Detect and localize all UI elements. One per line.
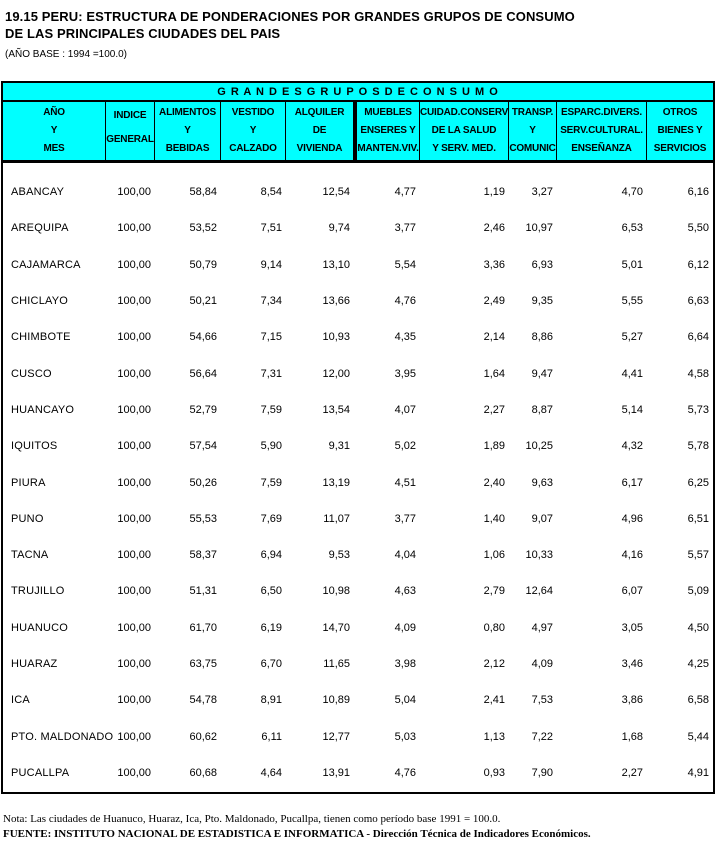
- weights-table: [1, 81, 715, 794]
- table-row: [3, 755, 713, 791]
- value-cell: 4,50: [687, 621, 709, 634]
- column-header-line: BIENES Y: [657, 125, 703, 136]
- value-cell: 1,64: [483, 367, 505, 380]
- value-cell: 3,36: [483, 258, 505, 271]
- city-cell: CHICLAYO: [11, 295, 69, 308]
- value-cell: 3,86: [621, 694, 643, 707]
- column-header-line: SERVICIOS: [653, 143, 707, 154]
- column-header-cell: [155, 102, 221, 160]
- table-row: [3, 428, 713, 464]
- table-row: [3, 247, 713, 283]
- column-header-cell: [557, 102, 647, 160]
- value-cell: 4,51: [394, 476, 416, 489]
- value-cell: 4,09: [531, 658, 553, 670]
- column-header-line: ALQUILER: [294, 107, 345, 118]
- column-header-line: ESPARC.DIVERS.: [561, 107, 642, 118]
- value-cell: 6,12: [687, 258, 709, 271]
- value-cell: 54,78: [189, 694, 217, 707]
- value-cell: 5,01: [621, 258, 643, 271]
- value-cell: 5,02: [394, 440, 416, 453]
- value-cell: 13,54: [322, 403, 350, 416]
- value-cell: 6,64: [687, 331, 709, 344]
- value-cell: 5,03: [394, 730, 416, 743]
- value-cell: 2,41: [483, 694, 505, 707]
- column-header-line: Y SERV. MED.: [432, 143, 496, 154]
- value-cell: 14,70: [322, 621, 350, 634]
- value-cell: 4,70: [621, 186, 643, 199]
- column-header-cell: [354, 102, 420, 160]
- column-header-line: AÑO: [43, 107, 65, 118]
- value-cell: 1,13: [483, 730, 505, 743]
- value-cell: 12,64: [525, 585, 553, 598]
- value-cell: 5,78: [687, 440, 709, 453]
- value-cell: 12,77: [322, 730, 350, 743]
- title-block: [5, 8, 575, 60]
- value-cell: 5,27: [621, 331, 643, 344]
- city-cell: HUANUCO: [11, 621, 69, 634]
- column-header-line: Y: [249, 125, 257, 136]
- value-cell: 2,27: [483, 403, 505, 416]
- value-cell: 100,00: [117, 440, 151, 453]
- column-header-line: ENSERES Y: [360, 125, 416, 136]
- table-row: [3, 610, 713, 646]
- value-cell: 4,97: [531, 621, 553, 634]
- value-cell: 6,16: [687, 186, 709, 199]
- value-cell: 13,91: [322, 766, 350, 779]
- column-header-line: SERV.CULTURAL.: [560, 125, 643, 136]
- city-cell: TACNA: [11, 549, 49, 562]
- value-cell: 5,54: [394, 258, 416, 271]
- column-header-line: INDICE: [113, 110, 147, 121]
- value-cell: 7,22: [531, 730, 553, 743]
- column-header-line: MUEBLES: [364, 107, 412, 118]
- value-cell: 6,94: [260, 549, 282, 562]
- table-row: [3, 210, 713, 246]
- value-cell: 4,09: [394, 621, 416, 634]
- value-cell: 1,68: [621, 730, 643, 743]
- city-cell: HUANCAYO: [11, 403, 75, 416]
- city-cell: TRUJILLO: [11, 585, 65, 598]
- value-cell: 8,87: [531, 403, 553, 416]
- city-cell: HUARAZ: [11, 658, 58, 670]
- value-cell: 7,15: [260, 331, 282, 344]
- value-cell: 11,65: [323, 658, 350, 670]
- value-cell: 5,57: [687, 549, 709, 562]
- value-cell: 3,05: [621, 621, 643, 634]
- value-cell: 4,63: [394, 585, 416, 598]
- value-cell: 4,25: [687, 658, 709, 670]
- city-cell: PUNO: [11, 512, 44, 525]
- value-cell: 100,00: [117, 476, 151, 489]
- value-cell: 6,93: [531, 258, 553, 271]
- value-cell: 57,54: [189, 440, 217, 453]
- value-cell: 10,25: [525, 440, 553, 453]
- table-body: [3, 163, 713, 792]
- column-header-cell: [286, 102, 354, 160]
- value-cell: 4,64: [260, 766, 282, 779]
- table-row: [3, 464, 713, 500]
- table-row: [3, 319, 713, 355]
- column-header-line: COMUNIC: [509, 143, 556, 154]
- value-cell: 5,14: [621, 403, 643, 416]
- footer-notes: [3, 812, 591, 841]
- value-cell: 10,33: [525, 549, 553, 562]
- value-cell: 9,47: [531, 367, 553, 380]
- value-cell: 100,00: [117, 730, 151, 743]
- value-cell: 4,35: [394, 331, 416, 344]
- column-header-line: DE LA SALUD: [431, 125, 497, 136]
- column-header-row: [3, 102, 713, 163]
- city-cell: PTO. MALDONADO: [11, 730, 114, 743]
- column-header-cell: [420, 102, 509, 160]
- table-row: [3, 283, 713, 319]
- value-cell: 100,00: [117, 186, 151, 199]
- value-cell: 5,55: [621, 295, 643, 308]
- value-cell: 13,19: [322, 476, 350, 489]
- value-cell: 100,00: [117, 549, 151, 562]
- column-header-cell: [106, 102, 155, 160]
- column-header-line: OTROS: [662, 107, 698, 118]
- column-header-line: Y: [50, 125, 58, 136]
- value-cell: 7,69: [260, 512, 282, 525]
- value-cell: 6,11: [261, 730, 282, 743]
- value-cell: 2,46: [483, 222, 505, 235]
- city-cell: CHIMBOTE: [11, 331, 71, 344]
- value-cell: 13,66: [322, 295, 350, 308]
- value-cell: 13,10: [322, 258, 350, 271]
- value-cell: 1,89: [483, 440, 505, 453]
- value-cell: 4,41: [621, 367, 643, 380]
- value-cell: 12,00: [322, 367, 350, 380]
- value-cell: 100,00: [117, 512, 151, 525]
- value-cell: 9,74: [328, 222, 350, 235]
- footnote: Nota: Las ciudades de Huanuco, Huaraz, Ica, Pto. Maldonado, Pucallpa, tienen como período base 1991 = 100.0.: [3, 813, 501, 825]
- value-cell: 9,07: [531, 512, 553, 525]
- value-cell: 10,89: [322, 694, 350, 707]
- value-cell: 8,54: [260, 186, 282, 199]
- value-cell: 4,77: [394, 186, 416, 199]
- value-cell: 6,07: [621, 585, 643, 598]
- value-cell: 7,59: [260, 403, 282, 416]
- table-row: [3, 537, 713, 573]
- value-cell: 2,27: [621, 766, 643, 779]
- table-row: [3, 646, 713, 682]
- value-cell: 8,86: [531, 331, 553, 344]
- value-cell: 3,98: [394, 658, 416, 670]
- source-note: FUENTE: INSTITUTO NACIONAL DE ESTADISTICA E INFORMATICA - Dirección Técnica de Indicadores Económicos.: [3, 828, 591, 840]
- value-cell: 100,00: [117, 295, 151, 308]
- table-row: [3, 573, 713, 609]
- column-header-line: VESTIDO: [231, 107, 275, 118]
- group-header-band: G R A N D E S G R U P O S D E C O N S U M O: [3, 83, 713, 102]
- value-cell: 56,64: [189, 367, 217, 380]
- value-cell: 7,34: [260, 295, 282, 308]
- value-cell: 50,26: [189, 476, 217, 489]
- city-cell: CUSCO: [11, 367, 52, 380]
- value-cell: 2,40: [483, 476, 505, 489]
- value-cell: 0,93: [483, 766, 505, 779]
- table-row: [3, 355, 713, 391]
- value-cell: 3,77: [394, 222, 416, 235]
- value-cell: 4,96: [621, 512, 643, 525]
- value-cell: 100,00: [117, 658, 151, 670]
- value-cell: 4,04: [394, 549, 416, 562]
- column-header-line: TRANSP.: [511, 107, 554, 118]
- value-cell: 5,90: [260, 440, 282, 453]
- column-header-line: GENERAL: [106, 134, 154, 145]
- column-header-line: Y: [184, 125, 191, 136]
- value-cell: 58,84: [189, 186, 217, 199]
- value-cell: 6,51: [687, 512, 709, 525]
- value-cell: 2,79: [483, 585, 505, 598]
- value-cell: 3,27: [531, 186, 553, 199]
- value-cell: 12,54: [322, 186, 350, 199]
- value-cell: 53,52: [189, 222, 217, 235]
- value-cell: 2,14: [483, 331, 505, 344]
- value-cell: 5,04: [394, 694, 416, 707]
- value-cell: 9,14: [260, 258, 282, 271]
- value-cell: 100,00: [117, 367, 151, 380]
- city-cell: CAJAMARCA: [11, 258, 81, 271]
- value-cell: 5,73: [687, 403, 709, 416]
- value-cell: 2,12: [483, 658, 505, 670]
- page-title-line-1: 19.15 PERU: ESTRUCTURA DE PONDERACIONES POR GRANDES GRUPOS DE CONSUMO: [5, 9, 575, 24]
- value-cell: 4,07: [394, 403, 416, 416]
- value-cell: 50,21: [189, 295, 217, 308]
- value-cell: 4,16: [621, 549, 643, 562]
- value-cell: 60,62: [189, 730, 217, 743]
- value-cell: 7,31: [260, 367, 282, 380]
- value-cell: 63,75: [189, 658, 217, 670]
- column-header-line: CALZADO: [229, 143, 277, 154]
- value-cell: 100,00: [117, 258, 151, 271]
- value-cell: 6,53: [621, 222, 643, 235]
- column-header-cell: [647, 102, 713, 160]
- table-row: [3, 682, 713, 718]
- value-cell: 7,51: [260, 222, 282, 235]
- value-cell: 5,44: [687, 730, 709, 743]
- value-cell: 2,49: [483, 295, 505, 308]
- value-cell: 11,07: [323, 512, 350, 525]
- value-cell: 100,00: [117, 694, 151, 707]
- city-cell: ICA: [11, 694, 30, 707]
- base-year-note: (AÑO BASE : 1994 =100.0): [5, 49, 128, 60]
- city-cell: AREQUIPA: [11, 222, 69, 235]
- column-header-line: MES: [43, 143, 65, 154]
- value-cell: 10,93: [322, 331, 350, 344]
- value-cell: 4,76: [394, 766, 416, 779]
- column-header-cell: [509, 102, 557, 160]
- city-cell: IQUITOS: [11, 440, 58, 453]
- column-header-line: CUIDAD.CONSERV: [420, 107, 509, 118]
- column-header-line: BEBIDAS: [165, 143, 210, 154]
- page-title-line-2: DE LAS PRINCIPALES CIUDADES DEL PAIS: [5, 26, 281, 41]
- value-cell: 6,19: [260, 621, 282, 634]
- table-row: [3, 392, 713, 428]
- table-row: [3, 718, 713, 754]
- column-header-line: VIVIENDA: [296, 143, 343, 154]
- column-header-line: MANTEN.VIV.: [357, 143, 419, 154]
- value-cell: 4,91: [687, 766, 709, 779]
- city-cell: ABANCAY: [11, 186, 65, 199]
- value-cell: 100,00: [117, 621, 151, 634]
- value-cell: 4,32: [621, 440, 643, 453]
- value-cell: 51,31: [189, 585, 217, 598]
- value-cell: 7,59: [260, 476, 282, 489]
- city-cell: PUCALLPA: [11, 766, 70, 779]
- value-cell: 1,19: [483, 186, 505, 199]
- value-cell: 9,53: [328, 549, 350, 562]
- column-header-cell: [221, 102, 286, 160]
- value-cell: 9,35: [531, 295, 553, 308]
- column-header-cell: [3, 102, 106, 160]
- value-cell: 5,50: [687, 222, 709, 235]
- value-cell: 7,53: [531, 694, 553, 707]
- value-cell: 7,90: [531, 766, 553, 779]
- value-cell: 52,79: [189, 403, 217, 416]
- value-cell: 50,79: [189, 258, 217, 271]
- column-header-line: ALIMENTOS: [159, 107, 216, 118]
- value-cell: 6,58: [687, 694, 709, 707]
- value-cell: 4,58: [687, 367, 709, 380]
- value-cell: 54,66: [189, 331, 217, 344]
- value-cell: 100,00: [117, 766, 151, 779]
- table-row: [3, 501, 713, 537]
- value-cell: 3,46: [621, 658, 643, 670]
- value-cell: 100,00: [117, 222, 151, 235]
- value-cell: 10,98: [322, 585, 350, 598]
- value-cell: 100,00: [117, 403, 151, 416]
- value-cell: 58,37: [189, 549, 217, 562]
- value-cell: 6,25: [687, 476, 709, 489]
- value-cell: 9,63: [531, 476, 553, 489]
- value-cell: 10,97: [525, 222, 553, 235]
- value-cell: 0,80: [483, 621, 505, 634]
- value-cell: 55,53: [189, 512, 217, 525]
- value-cell: 1,40: [483, 512, 505, 525]
- value-cell: 9,31: [328, 440, 350, 453]
- value-cell: 4,76: [394, 295, 416, 308]
- value-cell: 6,70: [260, 658, 282, 670]
- value-cell: 100,00: [117, 331, 151, 344]
- value-cell: 6,50: [260, 585, 282, 598]
- value-cell: 5,09: [687, 585, 709, 598]
- value-cell: 8,91: [260, 694, 282, 707]
- value-cell: 3,77: [394, 512, 416, 525]
- table-row: [3, 174, 713, 210]
- value-cell: 6,63: [687, 295, 709, 308]
- value-cell: 3,95: [394, 367, 416, 380]
- value-cell: 6,17: [621, 476, 643, 489]
- city-cell: PIURA: [11, 476, 46, 489]
- value-cell: 60,68: [189, 766, 217, 779]
- column-header-line: ENSEÑANZA: [571, 143, 632, 154]
- value-cell: 61,70: [189, 621, 217, 634]
- column-header-line: DE: [312, 125, 327, 136]
- value-cell: 1,06: [483, 549, 505, 562]
- column-header-line: Y: [529, 125, 536, 136]
- value-cell: 100,00: [117, 585, 151, 598]
